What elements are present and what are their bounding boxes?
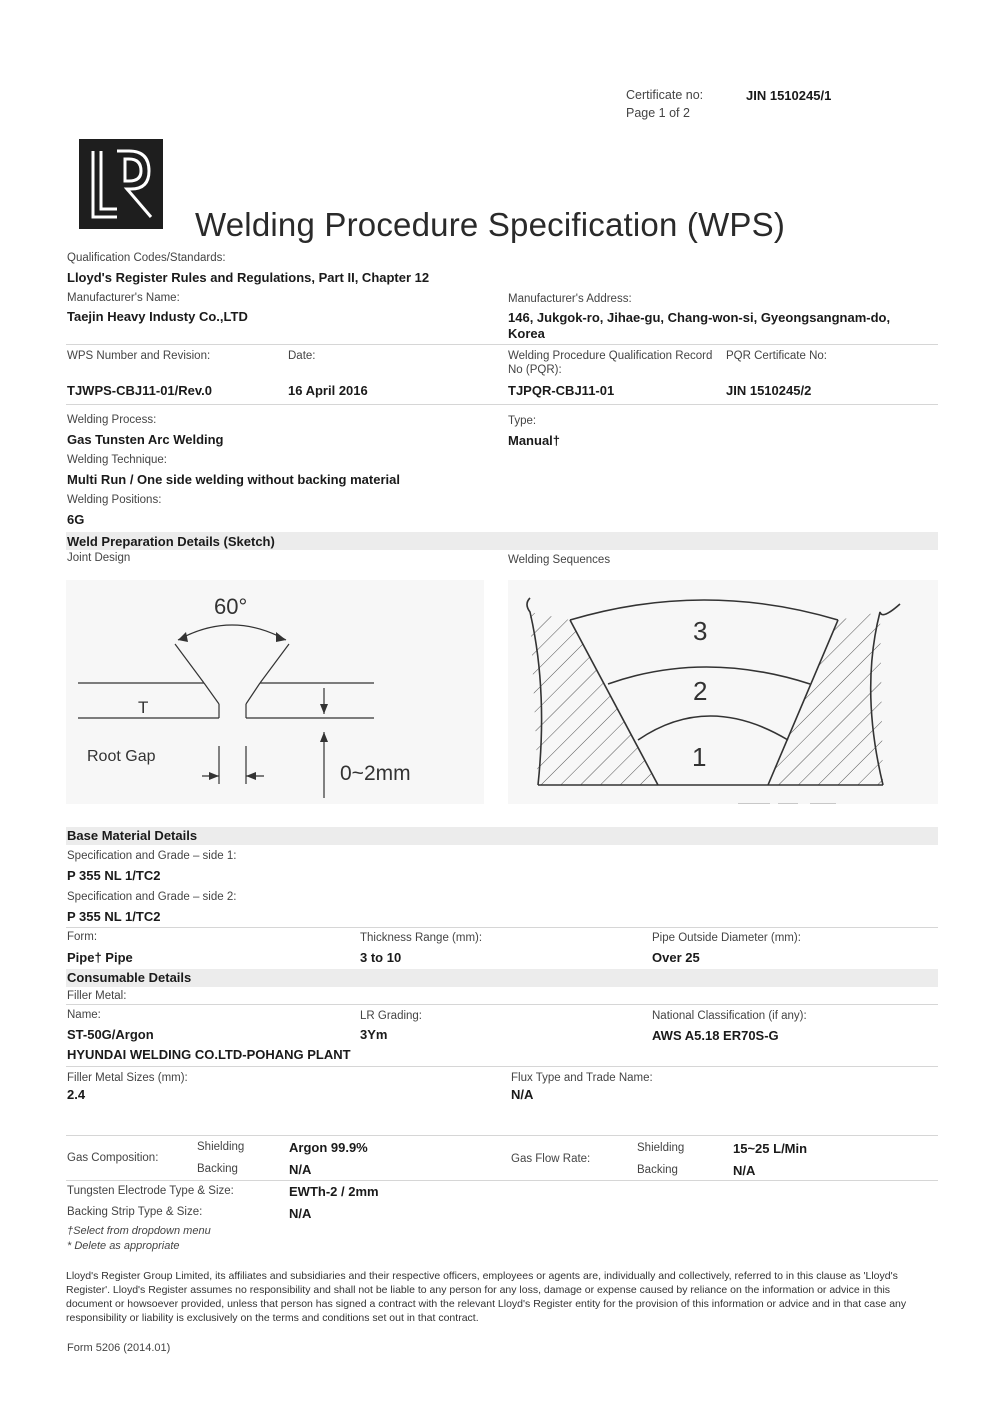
manufacturer-address-line2: Korea (508, 326, 545, 341)
thickness-mark: T (138, 698, 149, 717)
manufacturer-name: Taejin Heavy Industy Co.,LTD (67, 309, 248, 324)
gas-shielding: Argon 99.9% (289, 1140, 368, 1155)
tungsten-label: Tungsten Electrode Type & Size: (67, 1185, 234, 1197)
welding-process-label: Welding Process: (67, 414, 157, 426)
backing-strip-label: Backing Strip Type & Size: (67, 1206, 203, 1218)
flow-shielding: 15~25 L/Min (733, 1141, 808, 1156)
flux-type: N/A (511, 1087, 534, 1102)
flow-backing-label: Backing (637, 1164, 678, 1176)
welding-technique-label: Welding Technique: (67, 454, 167, 466)
pipe-od: Over 25 (652, 950, 700, 965)
national-classification-label: National Classification (if any): (652, 1010, 807, 1022)
wps-date: 16 April 2016 (288, 383, 368, 398)
certificate-number: JIN 1510245/1 (746, 88, 832, 103)
groove-angle: 60° (214, 594, 248, 619)
side1-label: Specification and Grade – side 1: (67, 850, 237, 862)
welding-positions: 6G (67, 512, 85, 527)
thickness-range-label: Thickness Range (mm): (360, 932, 483, 944)
date-label: Date: (288, 350, 316, 362)
side1-grade: P 355 NL 1/TC2 (67, 868, 161, 883)
wps-number: TJWPS-CBJ11-01/Rev.0 (67, 383, 212, 398)
gas-backing: N/A (289, 1162, 312, 1177)
root-gap-label: Root Gap (87, 748, 156, 765)
welding-process: Gas Tunsten Arc Welding (67, 432, 224, 447)
divider (66, 1004, 938, 1005)
manufacturer-address-line1: 146, Jukgok-ro, Jihae-gu, Chang-won-si, Gyeongsangnam-do, (508, 310, 891, 325)
welding-type: Manual† (508, 433, 561, 448)
dropdown-note: †Select from dropdown menu (67, 1225, 211, 1237)
manufacturer-address-label: Manufacturer's Address: (508, 293, 632, 305)
welding-sequences-label: Welding Sequences (508, 554, 611, 566)
delete-note: * Delete as appropriate (67, 1240, 180, 1252)
joint-design-label: Joint Design (67, 552, 131, 564)
page-title: Welding Procedure Specification (WPS) (195, 206, 786, 243)
sequence-2: 2 (693, 676, 708, 706)
filler-metal-label: Filler Metal: (67, 990, 127, 1002)
certificate-label: Certificate no: (626, 88, 704, 102)
weld-prep-heading: Weld Preparation Details (Sketch) (67, 534, 275, 549)
pqr-number: TJPQR-CBJ11-01 (508, 383, 615, 398)
welding-sequence-sketch (508, 580, 938, 804)
filler-sizes: 2.4 (67, 1087, 86, 1102)
qualification-value: Lloyd's Register Rules and Regulations, Part II, Chapter 12 (67, 270, 430, 285)
page-number: Page 1 of 2 (626, 106, 690, 120)
divider (66, 1066, 938, 1067)
joint-design-drawing (66, 580, 484, 804)
pqr-label-line1: Welding Procedure Qualification Record (508, 350, 713, 362)
type-label: Type: (508, 415, 537, 427)
wps-number-label: WPS Number and Revision: (67, 350, 211, 362)
pqr-certificate-label: PQR Certificate No: (726, 350, 827, 362)
material-form: Pipe† Pipe (67, 950, 133, 965)
qualification-label: Qualification Codes/Standards: (67, 252, 226, 264)
national-classification: AWS A5.18 ER70S-G (652, 1028, 779, 1043)
sequence-1: 1 (692, 742, 707, 772)
welding-technique: Multi Run / One side welding without backing material (67, 472, 400, 487)
lr-logo (79, 139, 163, 229)
consumable-heading: Consumable Details (67, 970, 192, 985)
gas-flow-label: Gas Flow Rate: (511, 1153, 591, 1165)
consumable-maker: HYUNDAI WELDING CO.LTD-POHANG PLANT (67, 1047, 351, 1062)
pqr-certificate-number: JIN 1510245/2 (726, 383, 812, 398)
section-band (66, 969, 938, 987)
filler-sizes-label: Filler Metal Sizes (mm): (67, 1072, 188, 1084)
thickness-range: 3 to 10 (360, 950, 402, 965)
sequence-3: 3 (693, 616, 708, 646)
flow-backing: N/A (733, 1163, 756, 1178)
divider (66, 927, 938, 928)
welding-positions-label: Welding Positions: (67, 494, 162, 506)
lr-grading-label: LR Grading: (360, 1010, 423, 1022)
gas-shielding-label: Shielding (197, 1141, 245, 1153)
base-material-heading: Base Material Details (67, 828, 198, 843)
root-gap-value: 0~2mm (340, 762, 411, 785)
divider (66, 1135, 938, 1136)
tungsten-electrode: EWTh-2 / 2mm (289, 1184, 379, 1199)
lr-grading: 3Ym (360, 1027, 388, 1042)
manufacturer-name-label: Manufacturer's Name: (67, 292, 180, 304)
side2-label: Specification and Grade – side 2: (67, 891, 237, 903)
form-label: Form: (67, 931, 98, 943)
divider (66, 344, 938, 345)
gas-backing-label: Backing (197, 1163, 238, 1175)
gas-composition-label: Gas Composition: (67, 1152, 159, 1164)
lr-logo-icon (79, 139, 163, 229)
flux-label: Flux Type and Trade Name: (511, 1072, 653, 1084)
pqr-label-line2: No (PQR): (508, 364, 562, 376)
divider (66, 1180, 938, 1181)
side2-grade: P 355 NL 1/TC2 (67, 909, 161, 924)
joint-design-sketch (66, 580, 484, 804)
consumable-name: ST-50G/Argon (67, 1027, 154, 1042)
pipe-od-label: Pipe Outside Diameter (mm): (652, 932, 801, 944)
welding-sequence-drawing (508, 580, 938, 804)
consumable-name-label: Name: (67, 1009, 101, 1021)
form-number: Form 5206 (2014.01) (67, 1342, 171, 1354)
divider (66, 404, 938, 405)
backing-strip: N/A (289, 1206, 312, 1221)
disclaimer: Lloyd's Register Group Limited, its affiliates and subsidiaries and their respective officers, employees or agents are, individually and collectively, referred to in this clause as 'Lloyd's Register'. Lloyd's Register assumes no responsibility and shall not be liable to any person for any loss, damage or expense caused by reliance on the information or advice in this document or howsoever provided, unless that person has signed a contract with the relevant Lloyd's Register entity for the provision of this information or advice and in that case any responsibility or liability is exclusively on the terms and conditions set out in that contract. (66, 1270, 907, 1324)
flow-shielding-label: Shielding (637, 1142, 685, 1154)
